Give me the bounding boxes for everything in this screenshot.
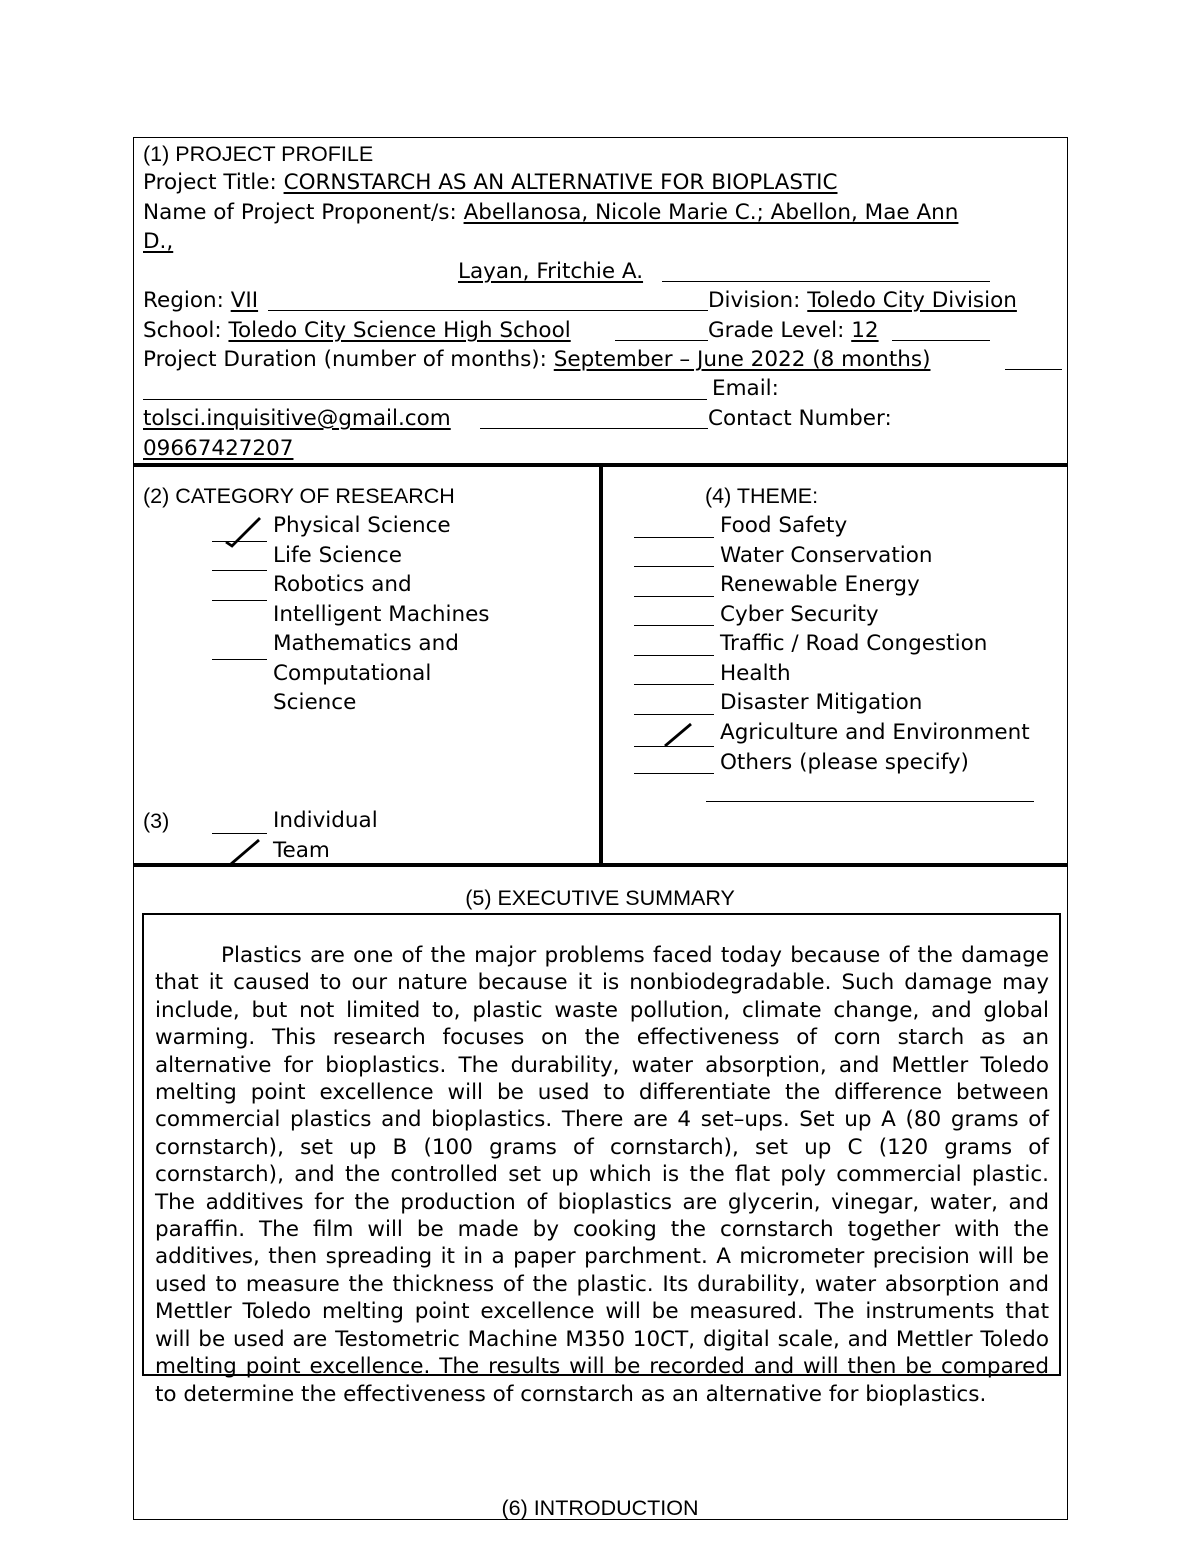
check-mark-icon (224, 516, 264, 548)
duration-label: Project Duration (number of months): (143, 347, 554, 372)
grade-row (708, 316, 879, 346)
executive-summary-text: Plastics are one of the major problems faced today because of the damage that it caused to our nature because it is nonbiodegradable. Such damage may include, but not limited to, plastic waste pollution, climate change, and global warming. This research focuses on the effectiveness of corn starch as an alternative for bioplastics. The durability, water absorption, and Mettler Toledo melting point excellence will be used to differentiate the difference between commercial plastics and bioplastics. There are 4 set–ups. Set up A (80 grams of cornstarch), set up B (100 grams of cornstarch), set up C (120 grams of cornstarch), and the controlled set up which is the flat poly commercial plastic. The additives for the production of bioplastics are glycerin, vinegar, water, and paraffin. The film will be made by cooking the cornstarch together with the additives, then spreading it in a paper parchment. A micrometer precision will be used to measure the thickness of the plastic. Its durability, water absorption and Mettler Toledo melting point excellence will be measured. The instruments that will be used are Testometric Machine M350 10CT, digital scale, and Mettler Toledo melting point excellence. The results will be recorded and will then be compared to determine the effectiveness of cornstarch as an alternative for bioplastics. (155, 943, 1049, 1407)
proponents-label: Name of Project Proponent/s: (143, 200, 464, 225)
school-label: School: (143, 318, 229, 343)
division-label: Division: (708, 288, 808, 313)
underline-fill (480, 428, 708, 429)
underline-fill (1005, 369, 1062, 370)
underline-fill (615, 340, 708, 341)
division-value: Toledo City Division (807, 288, 1017, 313)
theme-blank-disaster[interactable] (634, 714, 714, 715)
category-math-line3: Science (273, 690, 357, 715)
section-heading-executive-summary: (5) EXECUTIVE SUMMARY (465, 886, 735, 910)
theme-renewable-energy: Renewable Energy (720, 572, 920, 597)
division-row (708, 286, 1017, 316)
theme-water-conservation: Water Conservation (720, 543, 933, 568)
project-title-label: Project Title: (143, 170, 284, 195)
underline-fill (662, 281, 990, 282)
theme-agriculture-environment: Agriculture and Environment (720, 720, 1030, 745)
section-heading-category: (2) CATEGORY OF RESEARCH (143, 484, 455, 508)
grade-label: Grade Level: (708, 318, 852, 343)
underline-fill (892, 340, 990, 341)
proponents-name-layan: Layan, Fritchie A. (458, 259, 644, 284)
check-mark-icon (662, 722, 694, 748)
category-blank-mathematics[interactable] (212, 659, 267, 660)
proponents-value-line2: D., (143, 229, 174, 254)
proponents-row (143, 198, 958, 228)
school-row (143, 316, 571, 346)
theme-blank-others[interactable] (634, 773, 714, 774)
theme-blank-food-safety[interactable] (634, 537, 714, 538)
duration-row (143, 345, 930, 375)
category-blank-robotics[interactable] (212, 600, 267, 601)
grade-value: 12 (851, 318, 879, 343)
category-physical-science: Physical Science (273, 513, 451, 538)
theme-blank-traffic[interactable] (634, 655, 714, 656)
column-divider (599, 465, 603, 865)
theme-blank-energy[interactable] (634, 596, 714, 597)
school-value: Toledo City Science High School (228, 318, 571, 343)
underline-fill (143, 399, 707, 400)
category-robotics-line1: Robotics and (273, 572, 412, 597)
category-robotics-line2: Intelligent Machines (273, 602, 490, 627)
theme-blank-water[interactable] (634, 566, 714, 567)
section-heading-theme: (4) THEME: (705, 484, 819, 508)
theme-others-specify-field[interactable] (706, 801, 1034, 802)
participation-blank-individual[interactable] (212, 833, 267, 834)
email-value: tolsci.inquisitive@gmail.com (143, 406, 451, 431)
region-value: VII (230, 288, 259, 313)
section-heading-introduction: (6) INTRODUCTION (501, 1496, 699, 1520)
section-heading-participation: (3) (143, 809, 170, 833)
proponents-value-line1: Abellanosa, Nicole Marie C.; Abellon, Mae Ann (463, 200, 959, 225)
proponents-value-line3 (458, 257, 643, 287)
region-row (143, 286, 258, 316)
theme-food-safety: Food Safety (720, 513, 848, 538)
theme-others: Others (please specify) (720, 750, 969, 775)
theme-traffic: Traffic / Road Congestion (720, 631, 988, 656)
duration-value: September – June 2022 (8 months) (553, 347, 931, 372)
project-title-row (143, 168, 838, 198)
category-math-line2: Computational (273, 661, 432, 686)
theme-blank-health[interactable] (634, 684, 714, 685)
email-label: Email: (712, 376, 779, 401)
check-mark-icon (228, 838, 262, 866)
region-label: Region: (143, 288, 231, 313)
theme-cyber-security: Cyber Security (720, 602, 879, 627)
theme-disaster-mitigation: Disaster Mitigation (720, 690, 923, 715)
contact-value: 09667427207 (143, 436, 294, 461)
category-math-line1: Mathematics and (273, 631, 459, 656)
section-heading-project-profile: (1) PROJECT PROFILE (143, 142, 374, 166)
category-life-science: Life Science (273, 543, 402, 568)
theme-health: Health (720, 661, 791, 686)
contact-label: Contact Number: (708, 406, 892, 431)
theme-blank-cyber[interactable] (634, 625, 714, 626)
participation-team: Team (273, 838, 330, 863)
underline-fill (268, 310, 708, 311)
project-title-value: CORNSTARCH AS AN ALTERNATIVE FOR BIOPLASTIC (283, 170, 838, 195)
participation-individual: Individual (273, 808, 378, 833)
category-blank-life[interactable] (212, 570, 267, 571)
